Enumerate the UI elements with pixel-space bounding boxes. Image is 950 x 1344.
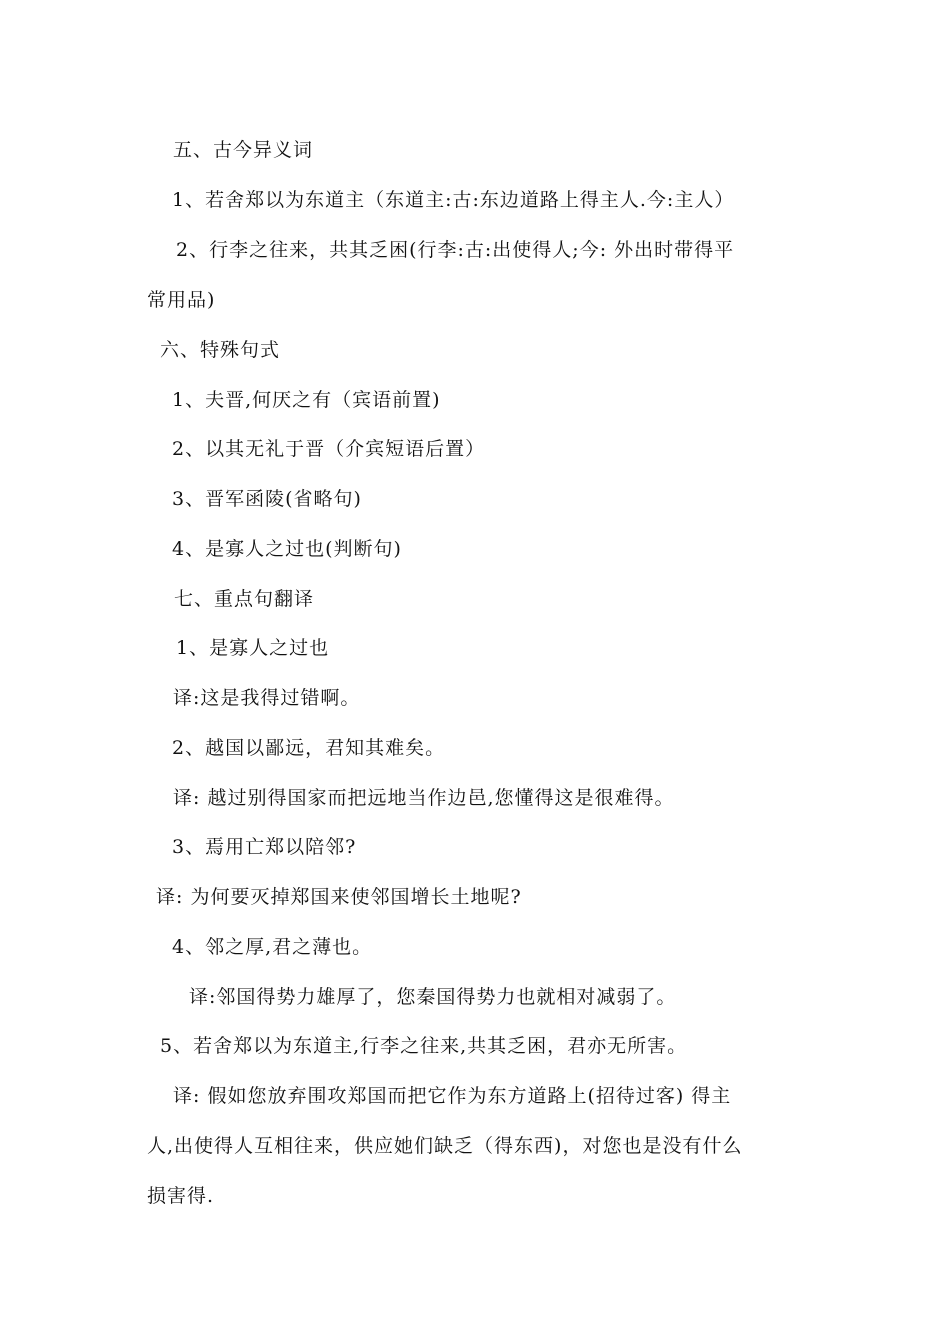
- text-line: 2、行李之往来，共其乏困(行李:古:出使得人;今: 外出时带得平: [176, 239, 735, 261]
- translation-line: 译:这是我得过错啊。: [173, 687, 361, 709]
- translation-line: 人,出使得人互相往来，供应她们缺乏（得东西)，对您也是没有什么: [147, 1135, 743, 1157]
- text-line: 4、邻之厚,君之薄也。: [172, 936, 373, 958]
- heading-special-sentences: 六、特殊句式: [160, 339, 281, 361]
- heading-key-translations: 七、重点句翻译: [174, 588, 315, 610]
- text-line: 3、晋军函陵(省略句): [172, 488, 362, 510]
- text-line: 1、夫晋,何厌之有（宾语前置): [172, 389, 441, 411]
- text-line: 1、若舍郑以为东道主（东道主:古:东边道路上得主人.今:主人）: [172, 189, 735, 211]
- text-line: 4、是寡人之过也(判断句): [172, 538, 402, 560]
- translation-line: 译:邻国得势力雄厚了，您秦国得势力也就相对减弱了。: [189, 986, 677, 1008]
- text-line: 3、焉用亡郑以陪邻?: [172, 836, 357, 858]
- heading-ancient-modern-words: 五、古今异义词: [173, 139, 314, 161]
- translation-line: 译: 越过别得国家而把远地当作边邑,您懂得这是很难得。: [173, 787, 675, 809]
- text-line: 2、越国以鄙远，君知其难矣。: [172, 737, 446, 759]
- text-line: 5、若舍郑以为东道主,行李之往来,共其乏困，君亦无所害。: [160, 1035, 688, 1057]
- translation-line: 损害得.: [147, 1185, 215, 1207]
- text-line: 1、是寡人之过也: [176, 637, 330, 659]
- translation-line: 译: 假如您放弃围攻郑国而把它作为东方道路上(招待过客) 得主: [173, 1085, 732, 1107]
- text-line: 常用品): [147, 289, 216, 311]
- translation-line: 译: 为何要灭掉郑国来使邻国增长土地呢?: [156, 886, 522, 908]
- text-line: 2、以其无礼于晋（介宾短语后置）: [172, 438, 486, 460]
